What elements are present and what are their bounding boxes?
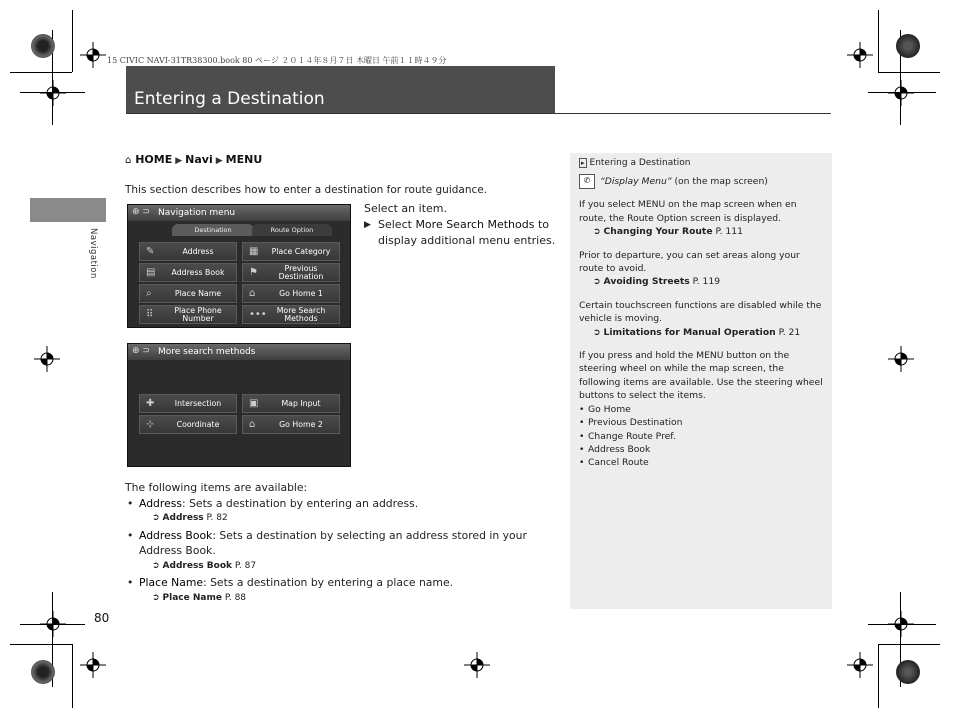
address-book-button[interactable]: ▤ Address Book (139, 263, 237, 282)
registration-mark (888, 346, 914, 372)
screen-tabs (172, 224, 332, 236)
registration-mark (80, 652, 106, 678)
reference-arrow-icon: ➲ (593, 277, 601, 288)
list-item: • Address: Sets a destination by entering an address. (125, 496, 560, 512)
place-name-icon: ⌕ (146, 288, 152, 299)
address-book-icon: ▤ (146, 267, 156, 278)
reference-arrow-icon: ➲ (152, 513, 160, 523)
navigation-menu-screen (127, 204, 351, 328)
list-item: • Change Route Pref. (579, 430, 824, 443)
map-input-icon: ▣ (249, 398, 259, 409)
home-icon: ⌂ (249, 288, 256, 299)
intersection-icon: ✚ (146, 398, 155, 409)
registration-disc (896, 660, 920, 684)
available-lead: The following items are available: (125, 481, 308, 494)
address-button[interactable]: ✎ Address (139, 242, 237, 261)
previous-destination-button[interactable]: ⚑ Previous Destination (242, 263, 340, 282)
reference-arrow-icon: ➲ (593, 327, 601, 338)
keypad-icon: ⠿ (146, 309, 154, 320)
tab-destination[interactable]: Destination (172, 224, 254, 236)
breadcrumb-home: HOME (135, 153, 173, 166)
cross-reference[interactable]: ➲ Avoiding Streets P. 119 (579, 275, 824, 289)
reference-arrow-icon: ➲ (152, 560, 160, 571)
voice-command: ✆ “Display Menu” (on the map screen) (579, 174, 824, 189)
cross-reference[interactable]: ➲ Address Book P. 87 (125, 559, 560, 575)
place-phone-number-button[interactable]: ⠿ Place Phone Number (139, 305, 237, 324)
more-search-methods-term: More Search Methods (415, 218, 535, 231)
more-search-methods-screen (127, 343, 351, 467)
screen-title: Navigation menu (158, 208, 236, 218)
registration-mark (34, 346, 60, 372)
home-icon: ⌂ (249, 419, 256, 430)
cross-reference[interactable]: ➲ Address P. 82 (125, 511, 560, 527)
note-paragraph: Certain touchscreen functions are disabled while the vehicle is moving. (579, 299, 822, 325)
voice-talk-icon: ✆ (579, 174, 595, 189)
screen-title: More search methods (158, 347, 256, 357)
screen-title-bar (128, 205, 350, 221)
registration-disc (31, 660, 55, 684)
list-item: • Cancel Route (579, 456, 824, 469)
title-band (126, 66, 555, 113)
note-paragraph: If you select MENU on the map screen when en route, the Route Option screen is displayed. (579, 199, 797, 224)
select-instructions (364, 201, 559, 249)
sidebar-notes (570, 153, 832, 609)
page-number: 80 (94, 611, 110, 625)
map-input-button[interactable]: ▣ Map Input (242, 394, 340, 413)
page-title: Entering a Destination (134, 89, 325, 109)
available-items (125, 480, 560, 607)
list-item: • Address Book (579, 443, 824, 456)
home-marker-icon: ⌂ (125, 155, 132, 166)
intersection-button[interactable]: ✚ Intersection (139, 394, 237, 413)
go-home-1-button[interactable]: ⌂ Go Home 1 (242, 284, 340, 303)
menu-term: MENU (637, 199, 666, 211)
registration-mark (888, 611, 914, 637)
back-home-icon: ⊕ ⊃ (132, 346, 150, 356)
registration-mark (464, 652, 490, 678)
list-item: • Go Home (579, 403, 824, 416)
more-dots-icon: ••• (249, 309, 267, 320)
section-tab (30, 198, 106, 222)
registration-mark (888, 80, 914, 106)
list-item: • Previous Destination (579, 416, 824, 429)
intro-text: This section describes how to enter a destination for route guidance. (125, 184, 488, 196)
reference-arrow-icon: ➲ (152, 592, 160, 603)
note-paragraph: If you press and hold the MENU button on the steering wheel on while the map screen, the following items are available. Use the steering wheel buttons to select the items. (579, 350, 823, 402)
place-name-button[interactable]: ⌕ Place Name (139, 284, 237, 303)
registration-mark (847, 42, 873, 68)
registration-disc (31, 34, 55, 58)
go-home-2-button[interactable]: ⌂ Go Home 2 (242, 415, 340, 434)
reference-arrow-icon: ➲ (593, 227, 601, 238)
title-rule (126, 113, 831, 114)
breadcrumb-navi: Navi (185, 153, 213, 166)
print-header-line: 15 CIVIC NAVI-31TR38300.book 80 ページ ２０１４年８月７日 木曜日 午前１１時４９分 (107, 56, 447, 65)
notes-header: ▸ Entering a Destination (581, 158, 691, 168)
registration-disc (896, 34, 920, 58)
list-item: • Address Book: Sets a destination by selecting an address stored in your Address Book. (125, 528, 560, 559)
breadcrumb-arrow-icon: ▶ (215, 156, 223, 166)
breadcrumb (125, 153, 262, 166)
note-paragraph: Prior to departure, you can set areas along your route to avoid. (579, 249, 800, 275)
cross-reference[interactable]: ➲ Limitations for Manual Operation P. 21 (579, 326, 824, 340)
breadcrumb-arrow-icon: ▶ (175, 156, 183, 166)
registration-mark (40, 611, 66, 637)
breadcrumb-menu: MENU (225, 153, 263, 166)
tab-route-option[interactable]: Route Option (252, 224, 332, 236)
registration-mark (847, 652, 873, 678)
address-icon: ✎ (146, 246, 155, 257)
coordinate-icon: ⊹ (146, 419, 155, 430)
select-line-1: Select an item. (364, 202, 447, 215)
menu-term: MENU (696, 350, 724, 362)
select-line-2: ▶ Select More Search Methods to display additional menu entries. (364, 218, 556, 247)
screen-title-bar (128, 344, 350, 360)
category-icon: ▦ (249, 246, 259, 257)
step-arrow-icon: ▶ (364, 220, 371, 230)
back-home-icon: ⊕ ⊃ (132, 207, 150, 217)
cross-reference[interactable]: ➲ Place Name P. 88 (125, 591, 560, 607)
registration-mark (80, 42, 106, 68)
more-search-methods-button[interactable]: ••• More Search Methods (242, 305, 340, 324)
cross-reference[interactable]: ➲ Changing Your Route P. 111 (579, 225, 824, 239)
place-category-button[interactable]: ▦ Place Category (242, 242, 340, 261)
notes-marker-icon: ▸ (581, 159, 585, 167)
coordinate-button[interactable]: ⊹ Coordinate (139, 415, 237, 434)
registration-mark (40, 80, 66, 106)
list-item: • Place Name: Sets a destination by entering a place name. (125, 575, 560, 591)
section-label: Navigation (88, 228, 98, 279)
previous-flag-icon: ⚑ (249, 267, 258, 278)
